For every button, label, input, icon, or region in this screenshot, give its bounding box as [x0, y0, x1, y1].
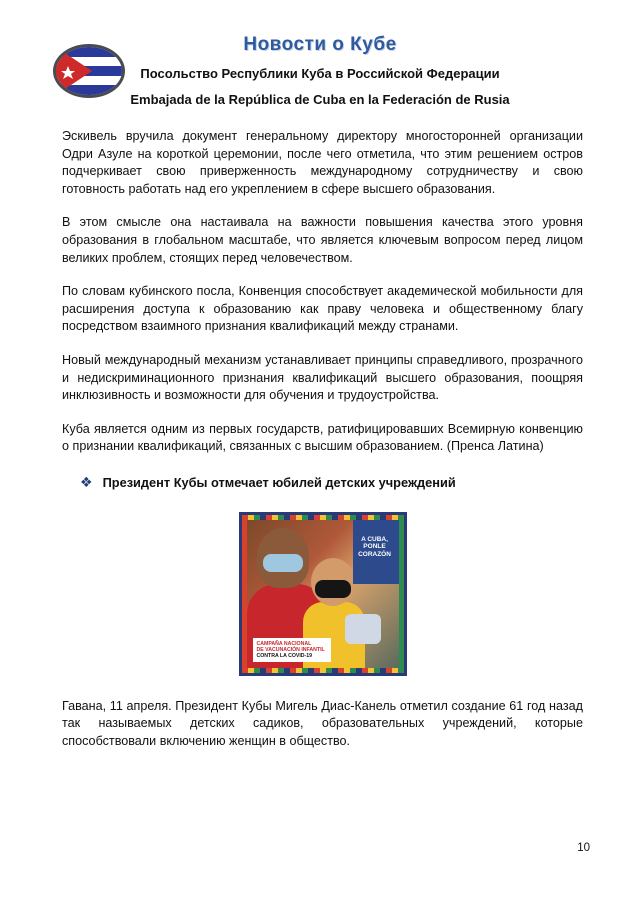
article-body [62, 128, 583, 766]
campaign-badge [253, 638, 331, 662]
paragraph: Гавана, 11 апреля. Президент Кубы Мигель Диас-Канель отметил создание 61 год назад так называемых детских садиков, образовательных учреждений, которые способствовали включению женщин в общество. [62, 698, 583, 748]
photo-scene [247, 520, 399, 668]
embassy-name-es: Embajada de la República de Cuba en la Federación de Rusia [130, 92, 510, 107]
paragraph: В этом смысле она настаивала на важности повышения качества этого уровня образования в глобальном масштабе, что является ключевым вопросом перед лицом великих проблем, стоящих перед человечеством. [62, 215, 583, 265]
slogan-line: PONLE [363, 543, 386, 550]
badge-line: CAMPAÑA NACIONAL [256, 640, 312, 647]
slogan-line: A CUBA, [361, 535, 388, 543]
slogan-line: CORAZÓN [358, 550, 391, 558]
page-number: 10 [577, 842, 590, 854]
photo-figure [315, 580, 351, 598]
paragraph: Эскивель вручила документ генеральному директору многосторонней организации Одри Азуле на короткой церемонии, после чего отметила, что этим решением остров подчеркивает свою приверженность международному сотрудничеству и свою готовность работать над его укреплением в сфере высшего образования. [62, 129, 583, 196]
news-photo [239, 512, 407, 676]
cuba-flag-icon [52, 42, 126, 100]
section-heading-text: Президент Кубы отмечает юбилей детских учреждений [102, 474, 456, 490]
photo-figure [345, 614, 381, 644]
embassy-name-ru: Посольство Республики Куба в Российской Федерации [140, 66, 500, 81]
badge-line: CONTRA LA COVID-19 [256, 652, 313, 659]
photo-slogan [355, 536, 395, 559]
diamond-bullet-icon: ❖ [80, 473, 93, 490]
section-heading [80, 474, 583, 492]
page-title: Новости о Кубе [243, 34, 397, 55]
photo-figure [263, 554, 303, 572]
badge-line: DE VACUNACIÓN INFANTIL [256, 646, 325, 653]
cuba-flag-logo [52, 42, 126, 100]
paragraph: По словам кубинского посла, Конвенция способствует академической мобильности для расширения доступа к образованию как праву человека и общественному благу посредством взаимного признания квалификаций между странами. [62, 284, 583, 334]
paragraph: Новый международный механизм устанавливает принципы справедливого, прозрачного и недискриминационного признания квалификаций высшего образования, поощряя инклюзивность и возможности для обучения и трудоустройства. [62, 352, 583, 403]
paragraph: Куба является одним из первых государств, ратифицировавших Всемирную конвенцию о признании квалификаций, связанных с высшим образованием. (Пренса Латина) [62, 421, 583, 454]
